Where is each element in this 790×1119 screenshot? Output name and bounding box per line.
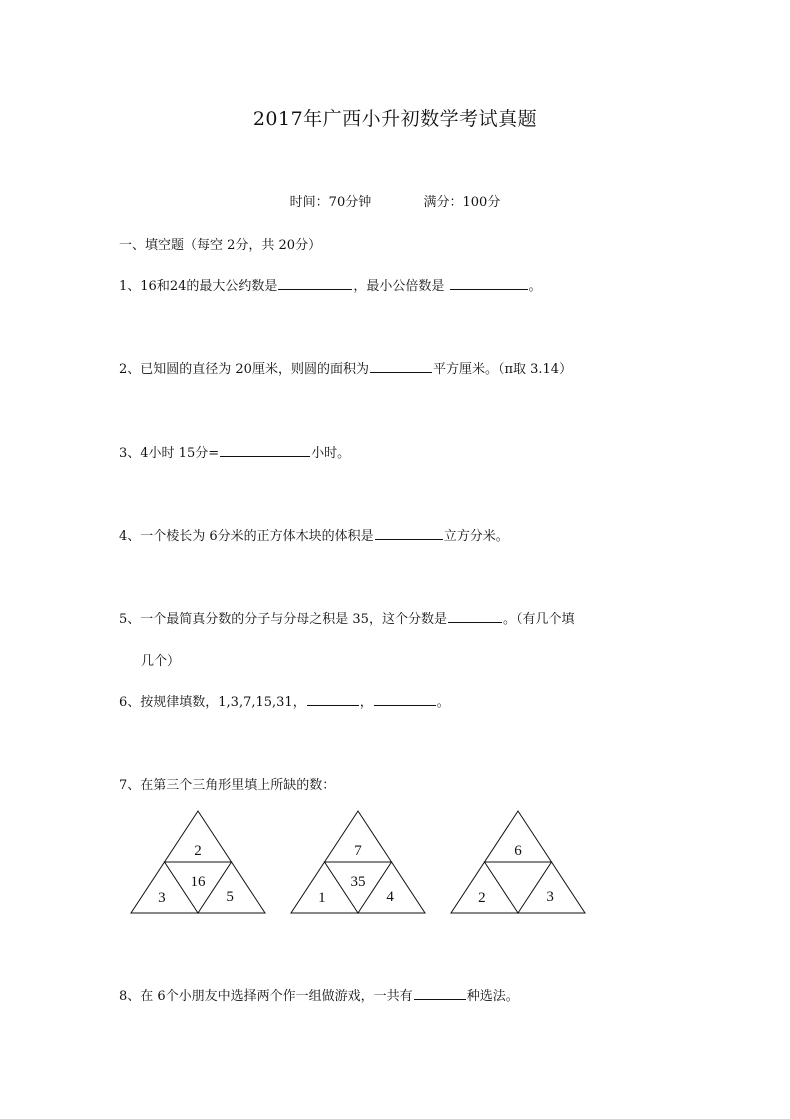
triangle-inner xyxy=(485,862,552,913)
question-2-text-b: 平方厘米。（π取 3.14） xyxy=(432,362,573,377)
answer-blank[interactable] xyxy=(414,986,466,1000)
question-5-continuation: 几个） xyxy=(141,654,181,669)
question-1-text-a: 1、16和24的最大公约数是 xyxy=(119,279,278,294)
triangle-left-number: 3 xyxy=(158,890,166,906)
question-3-text-a: 3、4小时 15分= xyxy=(119,446,220,461)
triangle-center-number: 16 xyxy=(190,874,206,890)
question-6 xyxy=(119,691,450,710)
answer-blank[interactable] xyxy=(374,692,436,706)
triangle-center-number: 35 xyxy=(350,874,366,890)
answer-blank[interactable] xyxy=(370,359,432,373)
question-4-text-a: 4、一个棱长为 6分米的正方体木块的体积是 xyxy=(119,529,374,544)
triangle-top-number: 2 xyxy=(194,843,202,859)
question-8-text-b: 种选法。 xyxy=(466,989,519,1004)
answer-blank[interactable] xyxy=(375,526,443,540)
question-7: 7、在第三个三角形里填上所缺的数： xyxy=(119,778,336,793)
answer-blank[interactable] xyxy=(220,443,310,457)
answer-blank[interactable] xyxy=(307,692,359,706)
triangle-left-number: 2 xyxy=(478,890,486,906)
triangle-left-number: 1 xyxy=(318,890,326,906)
question-1 xyxy=(119,275,542,294)
question-2-text-a: 2、已知圆的直径为 20厘米，则圆的面积为 xyxy=(119,362,369,377)
question-6-text-c: 。 xyxy=(436,695,450,710)
question-4 xyxy=(119,525,509,544)
triangle-top-number: 6 xyxy=(514,843,522,859)
page-title: 2017年广西小升初数学考试真题 xyxy=(252,108,538,130)
triangle-right-number: 3 xyxy=(546,889,554,905)
question-3-text-b: 小时。 xyxy=(311,446,351,461)
question-6-text-b: ， xyxy=(359,695,373,710)
question-3 xyxy=(119,442,350,461)
triangle-puzzle xyxy=(0,808,790,928)
question-8 xyxy=(119,985,519,1004)
question-6-text-a: 6、按规律填数，1,3,7,15,31， xyxy=(119,695,306,710)
question-4-text-b: 立方分米。 xyxy=(443,529,509,544)
exam-score: 满分：100分 xyxy=(423,195,501,210)
answer-blank[interactable] xyxy=(278,276,352,290)
question-5-text-a: 5、一个最简真分数的分子与分母之积是 35，这个分数是 xyxy=(119,612,447,627)
question-2 xyxy=(119,358,572,377)
question-8-text-a: 8、在 6个小朋友中选择两个作一组做游戏，一共有 xyxy=(119,989,413,1004)
triangle-top-number: 7 xyxy=(354,843,362,859)
question-1-text-b: ，最小公倍数是 xyxy=(353,279,445,294)
question-1-text-c: 。 xyxy=(528,279,542,294)
triangle-right-number: 5 xyxy=(226,889,234,905)
answer-blank[interactable] xyxy=(448,609,502,623)
question-5 xyxy=(119,608,574,627)
section-heading: 一、填空题（每空 2分，共 20分） xyxy=(119,238,322,253)
triangle-right-number: 4 xyxy=(386,889,394,905)
exam-time: 时间：70分钟 xyxy=(289,195,372,210)
answer-blank[interactable] xyxy=(450,276,528,290)
question-5-text-b: 。（有几个填 xyxy=(502,612,575,627)
exam-meta xyxy=(0,191,790,210)
